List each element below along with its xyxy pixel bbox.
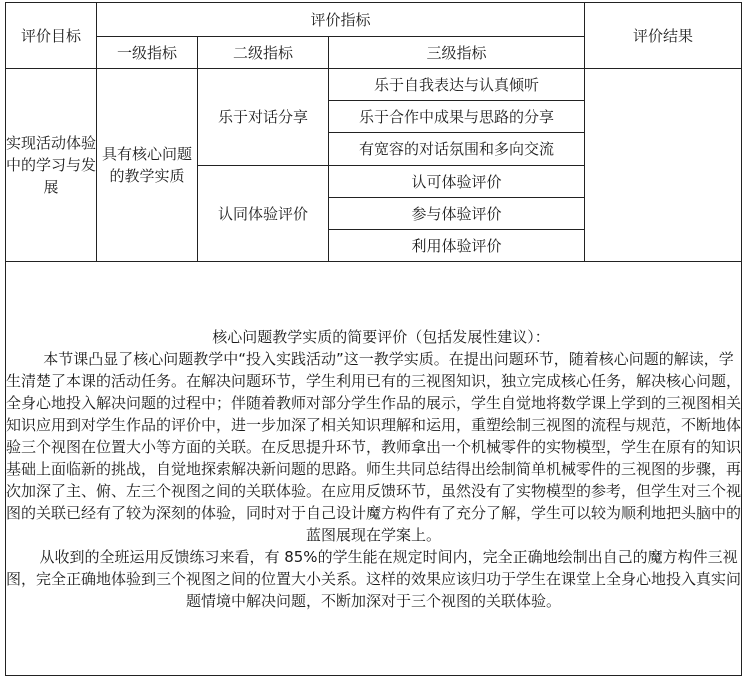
header-indicators: 评价指标: [97, 3, 585, 37]
header-result: 评价结果: [585, 3, 742, 69]
level3-cell: 乐于合作中成果与思路的分享: [329, 101, 585, 133]
level2-cell: 乐于对话分享: [198, 69, 329, 166]
summary-cell: [6, 262, 742, 676]
header-level3: 三级指标: [329, 37, 585, 69]
header-level2: 二级指标: [198, 37, 329, 69]
level3-cell: 利用体验评价: [329, 230, 585, 262]
summary-title: 核心问题教学实质的简要评价（包括发展性建议）：: [212, 327, 550, 346]
level2-cell: 认同体验评价: [198, 166, 329, 262]
level3-cell: 参与体验评价: [329, 198, 585, 230]
header-level1: 一级指标: [97, 37, 198, 69]
level3-cell: 乐于自我表达与认真倾听: [329, 69, 585, 101]
target-cell: 实现活动体验中的学习与发展: [6, 69, 97, 262]
evaluation-table: [5, 2, 742, 676]
header-target: 评价目标: [6, 3, 97, 69]
result-cell: [585, 69, 742, 262]
level3-cell: 认可体验评价: [329, 166, 585, 198]
level3-cell: 有宽容的对话氛围和多向交流: [329, 133, 585, 166]
level1-cell: 具有核心问题的教学实质: [97, 69, 198, 262]
summary-paragraph: 本节课凸显了核心问题教学中“投入实践活动”这一教学实质。在提出问题环节，随着核心问题的解读，学生清楚了本课的活动任务。在解决问题环节，学生利用已有的三视图知识，独立完成核心任务，解决核心问题，全身心地投入解决问题的过程中；伴随着教师对部分学生作品的展示，学生自觉地将数学课上学到的三视图相关知识应用到对学生作品的评价中，进一步加深了相关知识理解和运用，重塑绘制三视图的流程与规范，不断地体验三个视图在位置大小等方面的关联。在反思提升环节，教师拿出一个机械零件的实物模型，学生在原有的知识基础上面临新的挑战，自觉地探索解决新问题的思路。师生共同总结得出绘制简单机械零件的三视图的步骤，再次加深了主、俯、左三个视图之间的关联体验。在应用反馈环节，虽然没有了实物模型的参考，但学生对三个视图的关联已经有了较为深刻的体验，同时对于自己设计魔方构件有了充分了解，学生可以较为顺利地把头脑中的蓝图展现在学案上。: [6, 349, 742, 544]
summary-paragraph: 从收到的全班运用反馈练习来看，有 85%的学生能在规定时间内，完全正确地绘制出自己的魔方构件三视图，完全正确地体验到三个视图之间的位置大小关系。这样的效果应该归功于学生在课堂上全身心地投入真实问题情境中解决问题，不断加深对于三个视图的关联体验。: [6, 547, 742, 610]
